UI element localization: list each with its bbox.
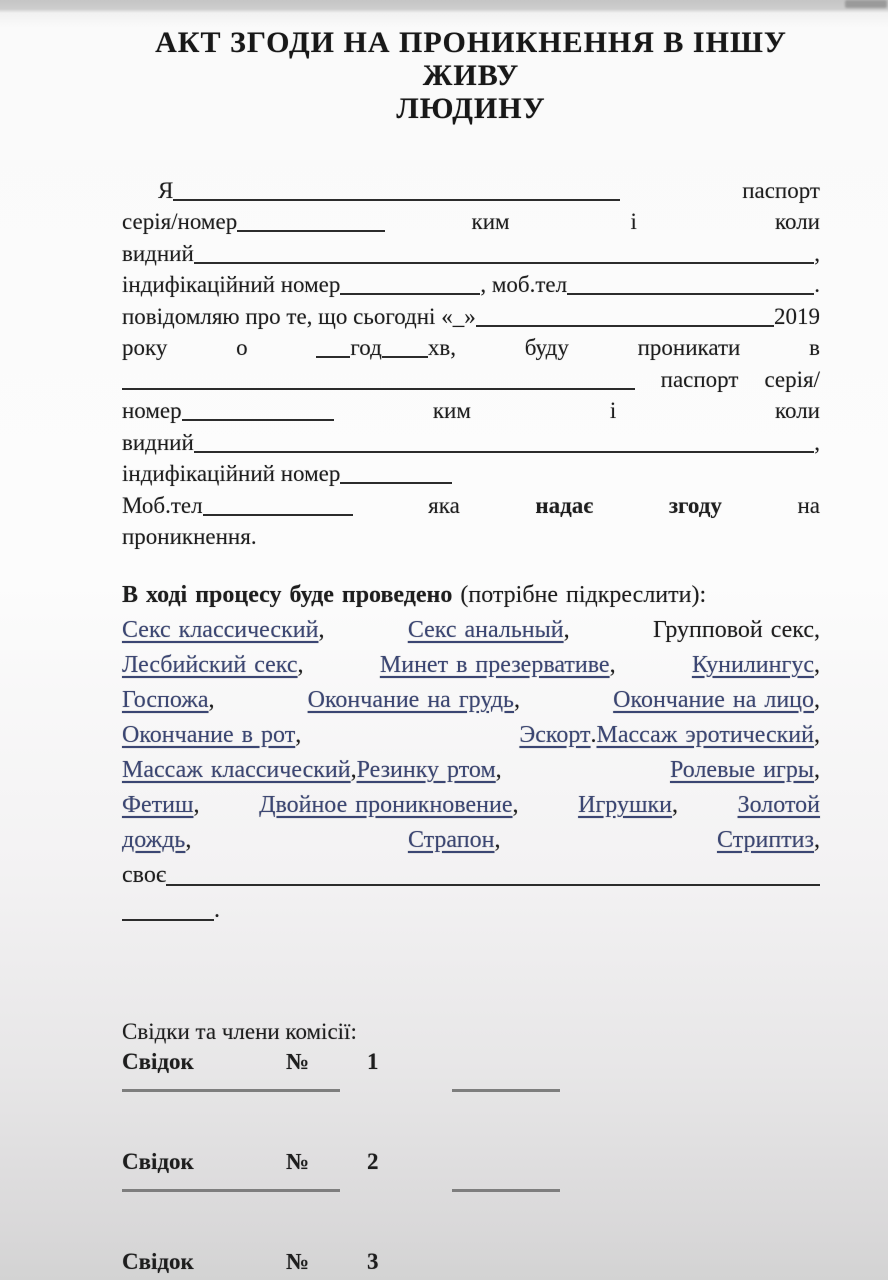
underlined-option: Резинку ртом	[356, 757, 496, 783]
text-segment: своє	[122, 862, 167, 888]
fill-in-blank	[182, 419, 334, 421]
witnesses-section	[122, 1017, 820, 1280]
text-segment: паспорт	[742, 177, 820, 203]
text-line	[122, 1089, 820, 1092]
text-segment: .	[214, 897, 220, 923]
text-line	[122, 330, 820, 362]
text-segment: №	[285, 1249, 309, 1274]
text-segment: коли	[775, 398, 820, 423]
underlined-option: Госпожа	[122, 687, 209, 713]
text-line	[122, 574, 820, 609]
signature-line	[122, 1189, 340, 1192]
text-segment: Свідки та члени комісії:	[122, 1019, 357, 1044]
text-line	[122, 889, 820, 924]
text-segment: .	[590, 722, 597, 748]
text-segment: 2019	[774, 303, 820, 329]
text-segment: і	[630, 209, 637, 234]
text-line	[122, 609, 820, 644]
fill-in-blank	[340, 293, 480, 295]
text-segment: 2	[366, 1149, 379, 1174]
text-segment: .	[814, 272, 820, 297]
text-segment: Свідок	[122, 1149, 194, 1174]
text-segment: ,	[514, 687, 521, 713]
underlined-option: Минет в презервативе	[379, 652, 610, 678]
text-segment: номер	[122, 398, 182, 423]
underlined-option: Стриптиз	[717, 827, 814, 853]
text-segment: ,	[814, 757, 820, 783]
text-segment: згоду	[668, 492, 722, 518]
document-title-line2: ЛЮДИНУ	[396, 92, 546, 125]
text-line	[122, 1145, 820, 1175]
underlined-option: Кунилингус	[691, 652, 814, 678]
underlined-option: Секс анальный	[407, 617, 564, 643]
text-segment: , моб.тел	[480, 272, 568, 297]
text-line	[122, 784, 820, 819]
options-section	[122, 574, 820, 924]
underlined-option: Массаж классический	[122, 757, 351, 783]
text-line	[122, 854, 820, 889]
underlined-option: дождь	[122, 827, 186, 853]
fill-in-blank	[194, 451, 814, 453]
signature-line	[452, 1089, 560, 1092]
text-segment: паспорт	[660, 366, 739, 392]
text-segment: повідомляю про те, що сьогодні «_»	[122, 303, 476, 329]
text-line	[122, 424, 820, 456]
text-line	[122, 644, 820, 679]
fill-in-blank	[237, 230, 385, 232]
document-title	[122, 26, 820, 125]
text-line	[122, 487, 820, 519]
text-segment: серія/номер	[122, 209, 238, 234]
text-segment: ,	[671, 792, 678, 818]
document-title-line1: АКТ ЗГОДИ НА ПРОНИКНЕННЯ В ІНШУ ЖИВУ	[155, 26, 787, 92]
fill-in-blank	[203, 514, 353, 516]
fill-in-blank	[194, 262, 814, 264]
text-segment: ,	[494, 827, 501, 853]
underlined-option: Секс классический	[122, 617, 319, 643]
text-segment: хв,	[427, 335, 456, 360]
text-segment: №	[285, 1049, 309, 1074]
fill-in-blank	[476, 325, 774, 327]
text-segment: ким	[432, 398, 471, 423]
fill-in-blank	[316, 356, 350, 358]
text-line	[122, 267, 820, 299]
text-line	[122, 1245, 820, 1275]
text-segment: ,	[814, 722, 820, 748]
text-segment: Групповой секс,	[652, 617, 821, 643]
text-segment: в	[809, 335, 820, 360]
text-segment: ,	[512, 792, 519, 818]
text-line	[122, 1189, 820, 1192]
text-segment: ,	[193, 792, 200, 818]
text-line	[122, 456, 820, 488]
fill-in-blank	[340, 482, 452, 484]
underlined-option: Двойное проникновение	[259, 792, 513, 818]
text-segment: ,	[814, 652, 820, 678]
text-segment: ,	[563, 617, 570, 643]
text-segment: ,	[318, 617, 325, 643]
scan-artifact-smudge	[845, 0, 887, 8]
fill-in-blank	[567, 293, 814, 295]
text-line	[122, 1017, 820, 1045]
text-segment: Свідок	[122, 1049, 194, 1074]
underlined-option: Страпон	[407, 827, 495, 853]
underlined-option: Фетиш	[122, 792, 194, 818]
underlined-option: Игрушки	[578, 792, 672, 818]
text-line	[122, 361, 820, 393]
underlined-option: Ролевые игры	[670, 757, 814, 783]
fill-in-blank	[122, 388, 635, 390]
text-line	[122, 393, 820, 425]
text-segment: ,	[297, 652, 304, 678]
document-content	[122, 0, 820, 1280]
text-segment: видний	[122, 429, 194, 455]
text-segment: ,	[295, 722, 302, 748]
underlined-option: Окончание на грудь	[307, 687, 515, 713]
text-segment: ,	[185, 827, 192, 853]
text-line	[122, 679, 820, 714]
text-line	[122, 235, 820, 267]
text-segment: ,	[814, 429, 820, 455]
text-segment: року	[122, 335, 168, 360]
text-segment: ,	[208, 687, 215, 713]
underlined-option: Эскорт	[519, 722, 591, 748]
text-segment: надає	[535, 492, 594, 518]
text-segment: на	[797, 492, 821, 518]
text-segment: В ході процесу буде проведено	[122, 582, 453, 608]
text-segment: видний	[122, 240, 194, 266]
text-segment: індифікаційний номер	[122, 461, 341, 486]
text-segment: (потрібне підкреслити):	[452, 582, 707, 608]
text-segment: коли	[775, 209, 820, 234]
underlined-option: Массаж эротический	[596, 722, 814, 748]
text-segment: проникнення.	[122, 524, 257, 549]
text-line	[122, 204, 820, 236]
text-segment: №	[285, 1149, 309, 1174]
text-segment: ,	[495, 757, 502, 783]
text-line	[122, 172, 820, 204]
text-segment: буду	[524, 335, 569, 360]
text-line	[122, 298, 820, 330]
text-segment: о	[236, 335, 248, 360]
text-line	[122, 1045, 820, 1075]
text-segment: ,	[814, 687, 821, 713]
fill-in-blank	[173, 199, 619, 201]
text-segment: 1	[366, 1049, 379, 1074]
text-line	[122, 749, 820, 784]
text-segment: ,	[814, 240, 820, 266]
underlined-option: Лесбийский секс	[122, 652, 298, 678]
text-segment: ким	[471, 209, 510, 234]
text-segment: 3	[366, 1249, 379, 1274]
text-line	[122, 519, 820, 551]
text-segment: ,	[814, 827, 820, 853]
text-segment: і	[609, 398, 617, 423]
text-segment: індифікаційний номер	[122, 272, 341, 297]
text-segment: проникати	[637, 335, 741, 360]
fill-in-blank	[122, 919, 214, 921]
text-segment: Свідок	[122, 1249, 194, 1274]
signature-line	[452, 1189, 560, 1192]
text-segment: Моб.тел	[122, 492, 203, 518]
text-segment: год	[350, 335, 382, 360]
intro-paragraph	[122, 172, 820, 550]
underlined-option: Золотой	[737, 792, 820, 818]
underlined-option: Окончание в рот	[122, 722, 296, 748]
underlined-option: Окончание на лицо	[613, 687, 815, 713]
text-segment: ,	[350, 757, 357, 783]
text-segment: серія/	[764, 366, 820, 392]
text-line	[122, 714, 820, 749]
fill-in-blank	[166, 884, 820, 886]
text-segment: Я	[158, 177, 174, 203]
text-segment: яка	[428, 492, 460, 518]
text-line	[122, 819, 820, 854]
fill-in-blank	[382, 356, 428, 358]
signature-line	[122, 1089, 340, 1092]
text-segment: ,	[609, 652, 616, 678]
